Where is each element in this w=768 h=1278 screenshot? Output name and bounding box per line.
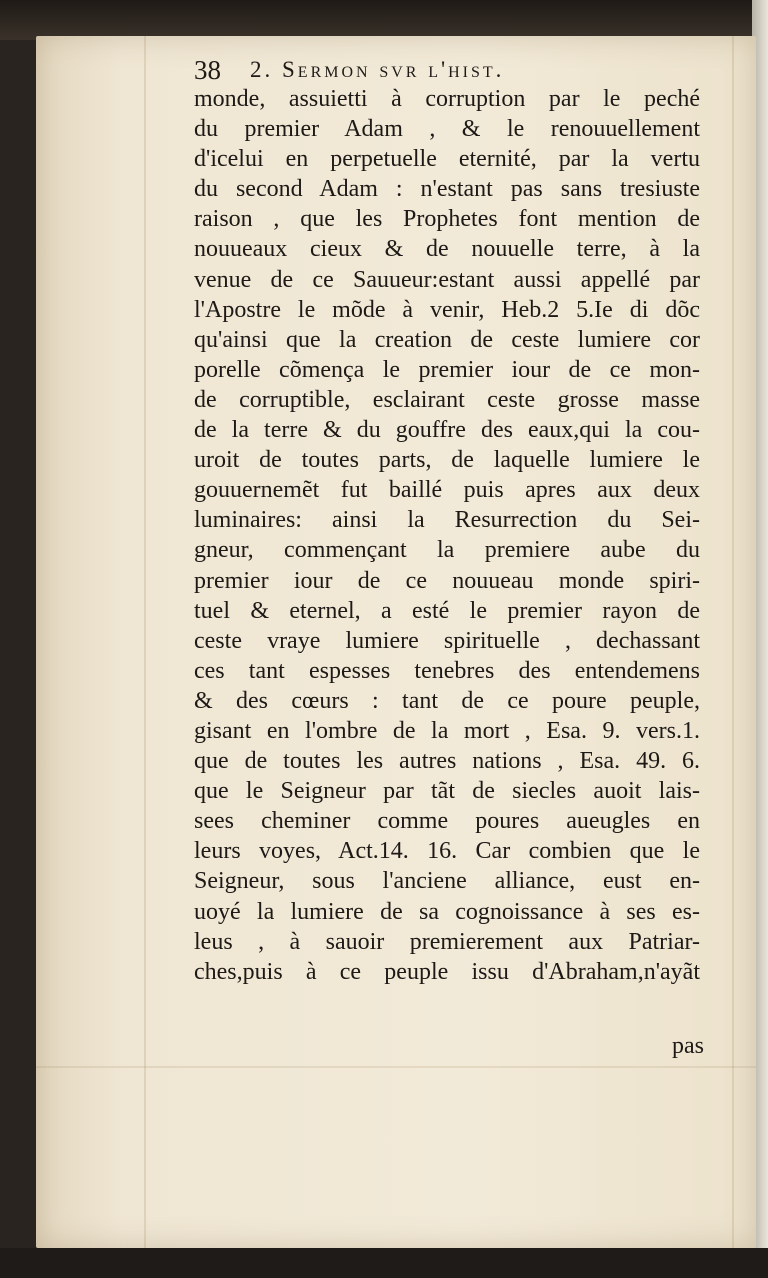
text-line: que de toutes les autres nations , Esa. 49. 6. [194, 748, 700, 775]
body-text [194, 84, 700, 987]
margin-ink-mark: ✒ [2, 789, 21, 814]
running-head: 2. Sermon svr l'hist. [250, 57, 505, 82]
text-line: Seigneur, sous l'anciene alliance, eust en- [194, 868, 700, 895]
scan-backdrop-bottom [0, 1248, 768, 1278]
text-line: du second Adam : n'estant pas sans tresiuste [194, 176, 700, 203]
text-line: monde, assuietti à corruption par le peché [194, 86, 700, 112]
text-line: leus , à sauoir premierement aux Patriar- [194, 928, 700, 955]
text-line: luminaires: ainsi la Resurrection du Sei- [194, 507, 700, 534]
scan-backdrop-top [0, 0, 768, 40]
fold-crease [36, 1066, 756, 1068]
text-line: gneur, commençant la premiere aube du [194, 537, 700, 564]
text-line: tuel & eternel, a esté le premier rayon de [194, 597, 700, 624]
text-line: nouueaux cieux & de nouuelle terre, à la [194, 236, 700, 263]
text-line: ches,puis à ce peuple issu d'Abraham,n'ayãt [194, 958, 700, 985]
catchword: pas [672, 1033, 704, 1059]
text-line: que le Seigneur par tãt de siecles auoit lais- [194, 778, 700, 805]
text-line: gisant en l'ombre de la mort , Esa. 9. vers.1. [194, 717, 700, 744]
text-line: sees cheminer comme poures aueugles en [194, 808, 700, 835]
text-line: porelle cõmença le premier iour de ce mon- [194, 356, 700, 383]
text-line: venue de ce Sauueur:estant aussi appellé par [194, 266, 700, 293]
text-line: & des cœurs : tant de ce poure peuple, [194, 687, 700, 714]
text-line: premier iour de ce nouueau monde spiri- [194, 567, 700, 594]
text-line: de la terre & du gouffre des eaux,qui la cou- [194, 417, 700, 444]
text-line: ces tant espesses tenebres des entendemens [194, 657, 700, 684]
page-number: 38 [194, 55, 221, 85]
text-line: d'icelui en perpetuelle eternité, par la vertu [194, 146, 700, 173]
text-line: ceste vraye lumiere spirituelle , dechassant [194, 627, 700, 654]
text-line: raison , que les Prophetes font mention de [194, 206, 700, 233]
text-line: qu'ainsi que la creation de ceste lumiere cor [194, 326, 700, 353]
text-line: du premier Adam , & le renouuellement [194, 116, 700, 143]
text-line: l'Apostre le mõde à venir, Heb.2 5.Ie di dõc [194, 296, 700, 323]
text-line: uoyé la lumiere de sa cognoissance à ses es- [194, 898, 700, 925]
text-line: leurs voyes, Act.14. 16. Car combien que le [194, 838, 700, 865]
text-line: de corruptible, esclairant ceste grosse masse [194, 386, 700, 413]
text-line: gouuernemẽt fut baillé puis apres aux deux [194, 477, 700, 504]
text-line: uroit de toutes parts, de laquelle lumiere le [194, 447, 700, 474]
